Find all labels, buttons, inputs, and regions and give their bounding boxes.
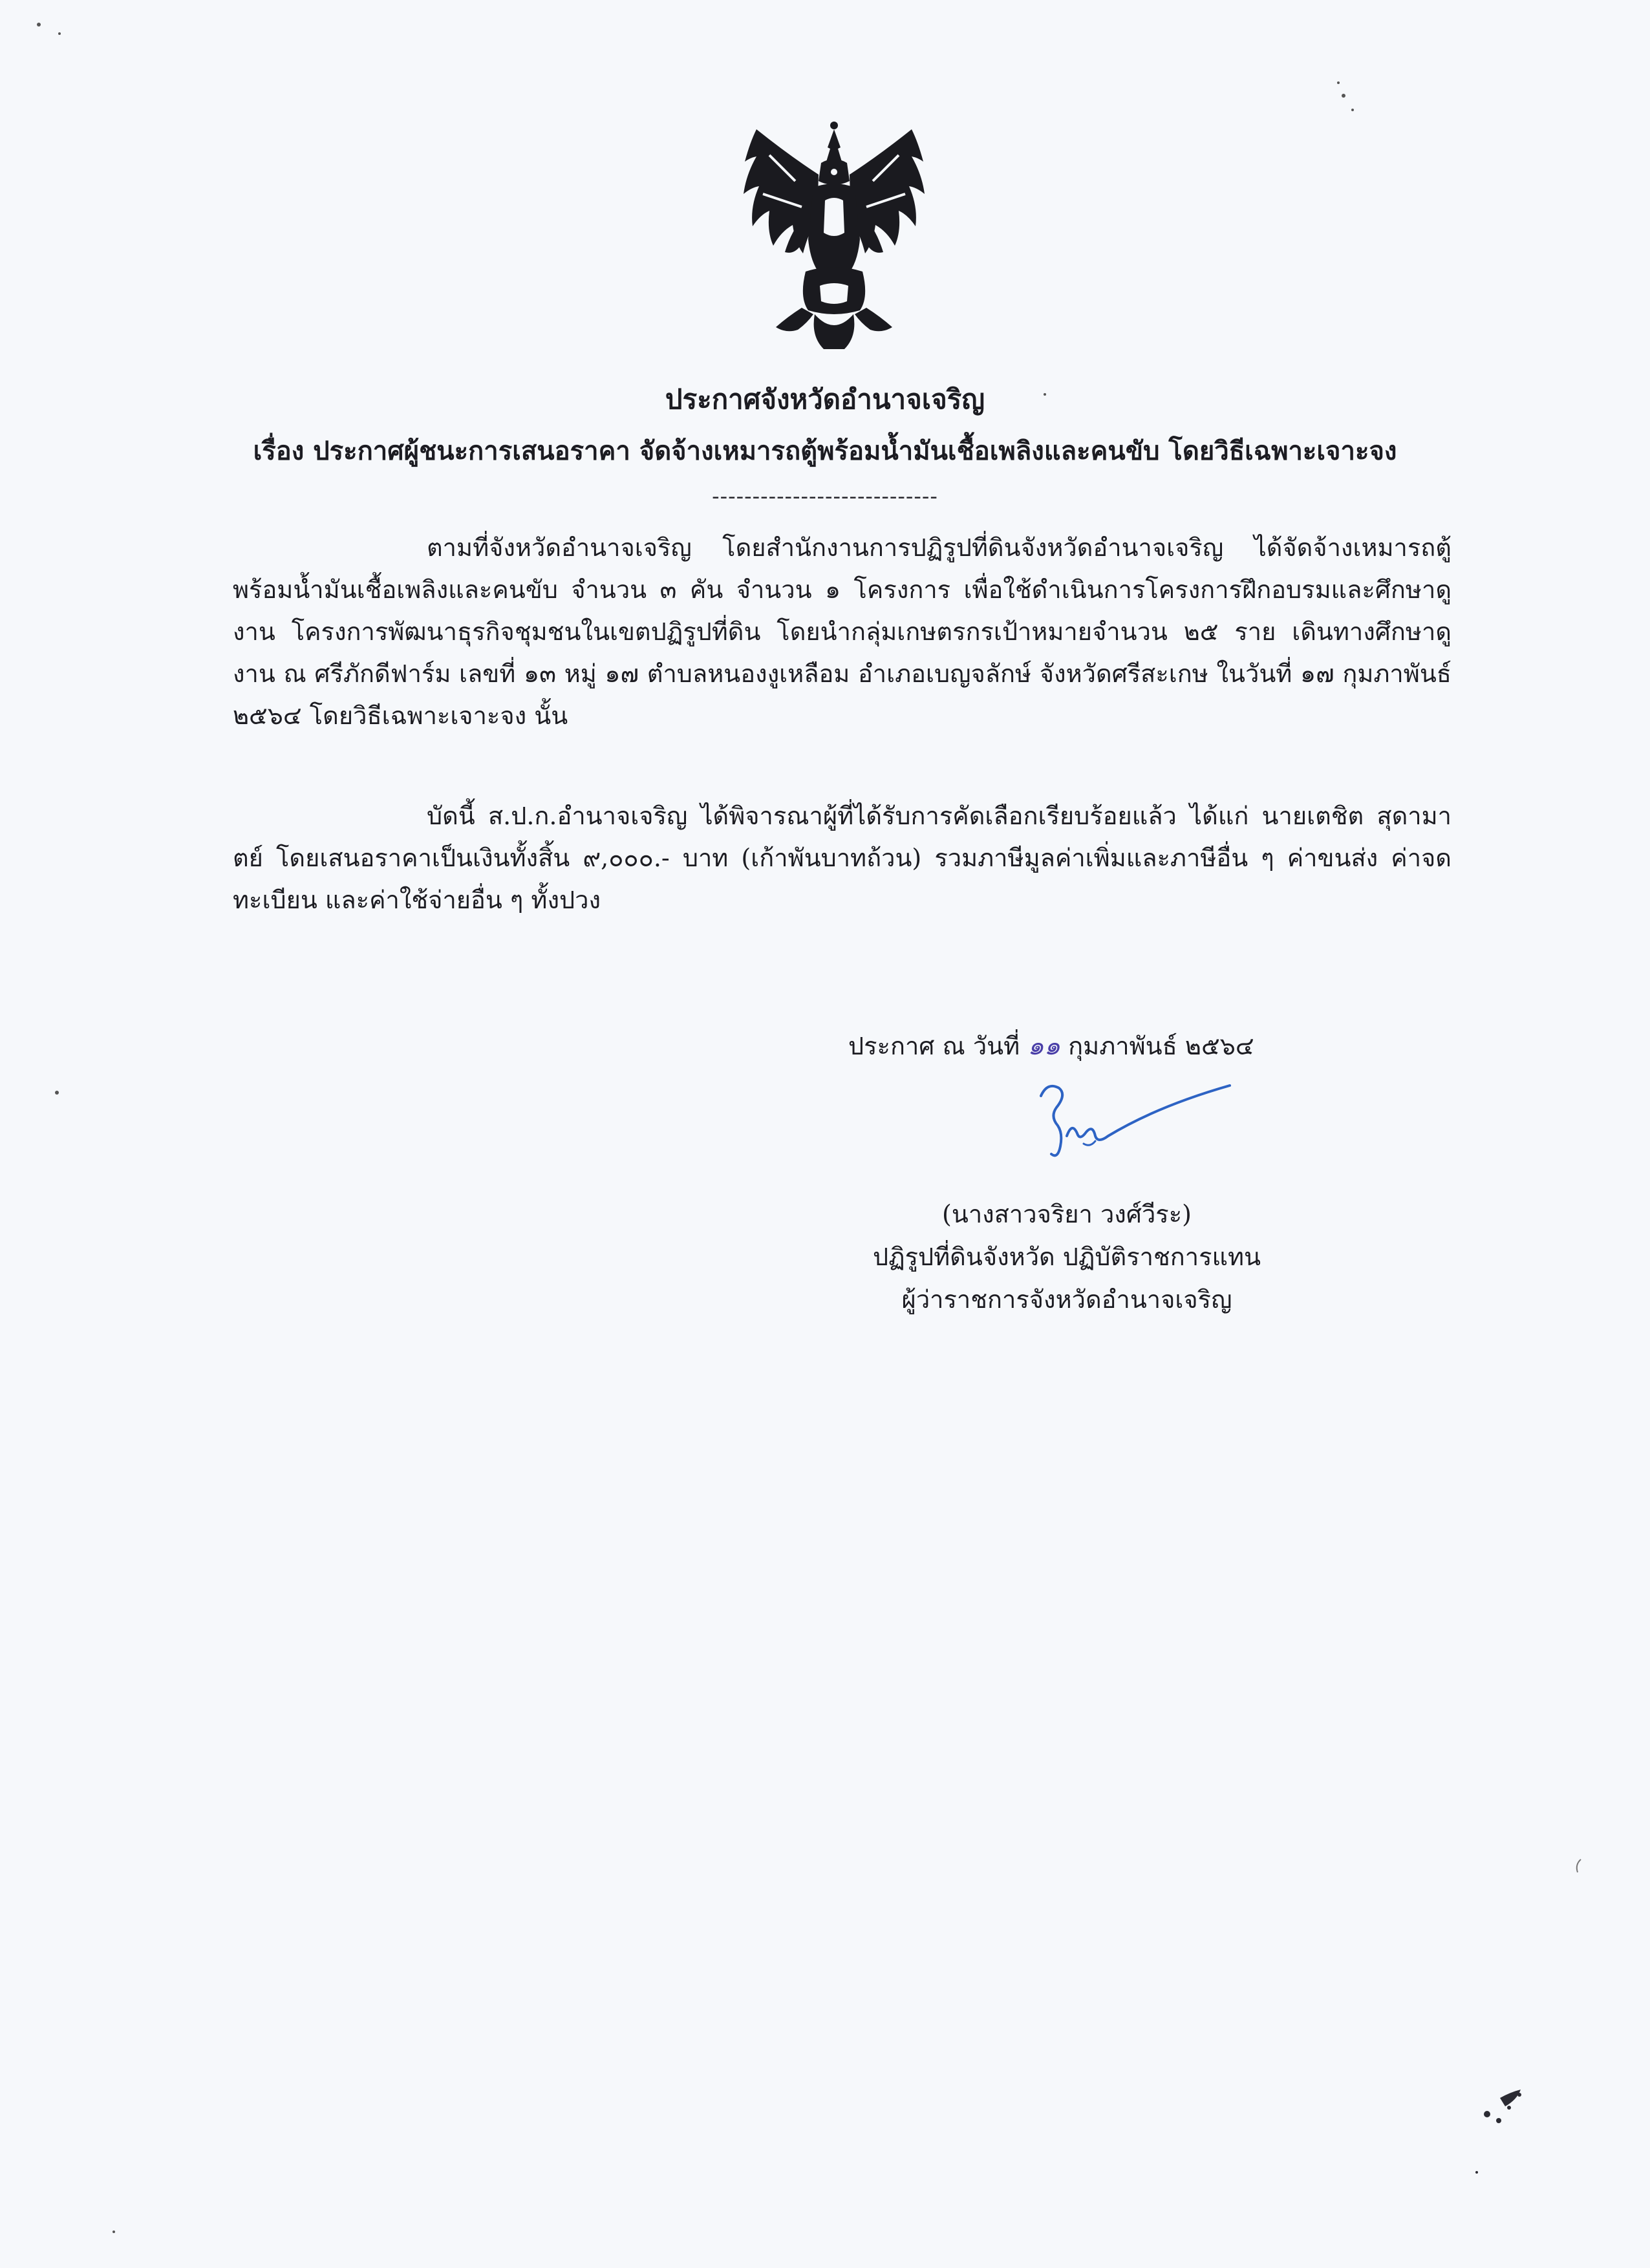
announcement-date-prefix: ประกาศ ณ วันที่ [848, 1032, 1020, 1060]
announcement-date [848, 1025, 1254, 1066]
title-divider: ---------------------------- [712, 484, 938, 509]
handwritten-signature-icon [1028, 1076, 1241, 1173]
announcement-day-handwritten: ๑๑ [1027, 1031, 1061, 1061]
announcement-month-year: กุมภาพันธ์ ๒๕๖๔ [1068, 1032, 1254, 1060]
signatory-block [841, 1193, 1293, 1321]
signatory-position: ปฏิรูปที่ดินจังหวัด ปฏิบัติราชการแทน [872, 1243, 1261, 1271]
document-title: ประกาศจังหวัดอำนาจเจริญ [665, 383, 985, 415]
garuda-emblem-icon [731, 116, 938, 352]
signatory-authority: ผู้ว่าราชการจังหวัดอำนาจเจริญ [901, 1285, 1232, 1314]
signatory-name: (นางสาวจริยา วงศ์วีระ) [942, 1200, 1192, 1228]
body-paragraph-2: บัดนี้ ส.ป.ก.อำนาจเจริญ ได้พิจารณาผู้ที่ได้รับการคัดเลือกเรียบร้อยแล้ว ได้แก่ นายเตชิต สุดามาตย์ โดยเสนอราคาเป็นเงินทั้งสิ้น ๙,๐๐๐.- บาท (เก้าพันบาทถ้วน) รวมภาษีมูลค่าเพิ่มและภาษีอื่น ๆ ค่าขนส่ง ค่าจดทะเบียน และค่าใช้จ่ายอื่น ๆ ทั้งปวง [233, 802, 1452, 914]
document-subject: เรื่อง ประกาศผู้ชนะการเสนอราคา จัดจ้างเหมารถตู้พร้อมน้ำมันเชื้อเพลิงและคนขับ โดยวิธีเฉพาะเจาะจง [253, 436, 1397, 466]
body-paragraph-1: ตามที่จังหวัดอำนาจเจริญ โดยสำนักงานการปฏิรูปที่ดินจังหวัดอำนาจเจริญ ได้จัดจ้างเหมารถตู้พร้อมน้ำมันเชื้อเพลิงและคนขับ จำนวน ๓ คัน จำนวน ๑ โครงการ เพื่อใช้ดำเนินการโครงการฝึกอบรมและศึกษาดูงาน โครงการพัฒนาธุรกิจชุมชนในเขตปฏิรูปที่ดิน โดยนำกลุ่มเกษตรกรเป้าหมายจำนวน ๒๕ ราย เดินทางศึกษาดูงาน ณ ศรีภักดีฟาร์ม เลขที่ ๑๓ หมู่ ๑๗ ตำบลหนองงูเหลือม อำเภอเบญจลักษ์ จังหวัดศรีสะเกษ ในวันที่ ๑๗ กุมภาพันธ์ ๒๕๖๔ โดยวิธีเฉพาะเจาะจง นั้น [233, 533, 1452, 730]
